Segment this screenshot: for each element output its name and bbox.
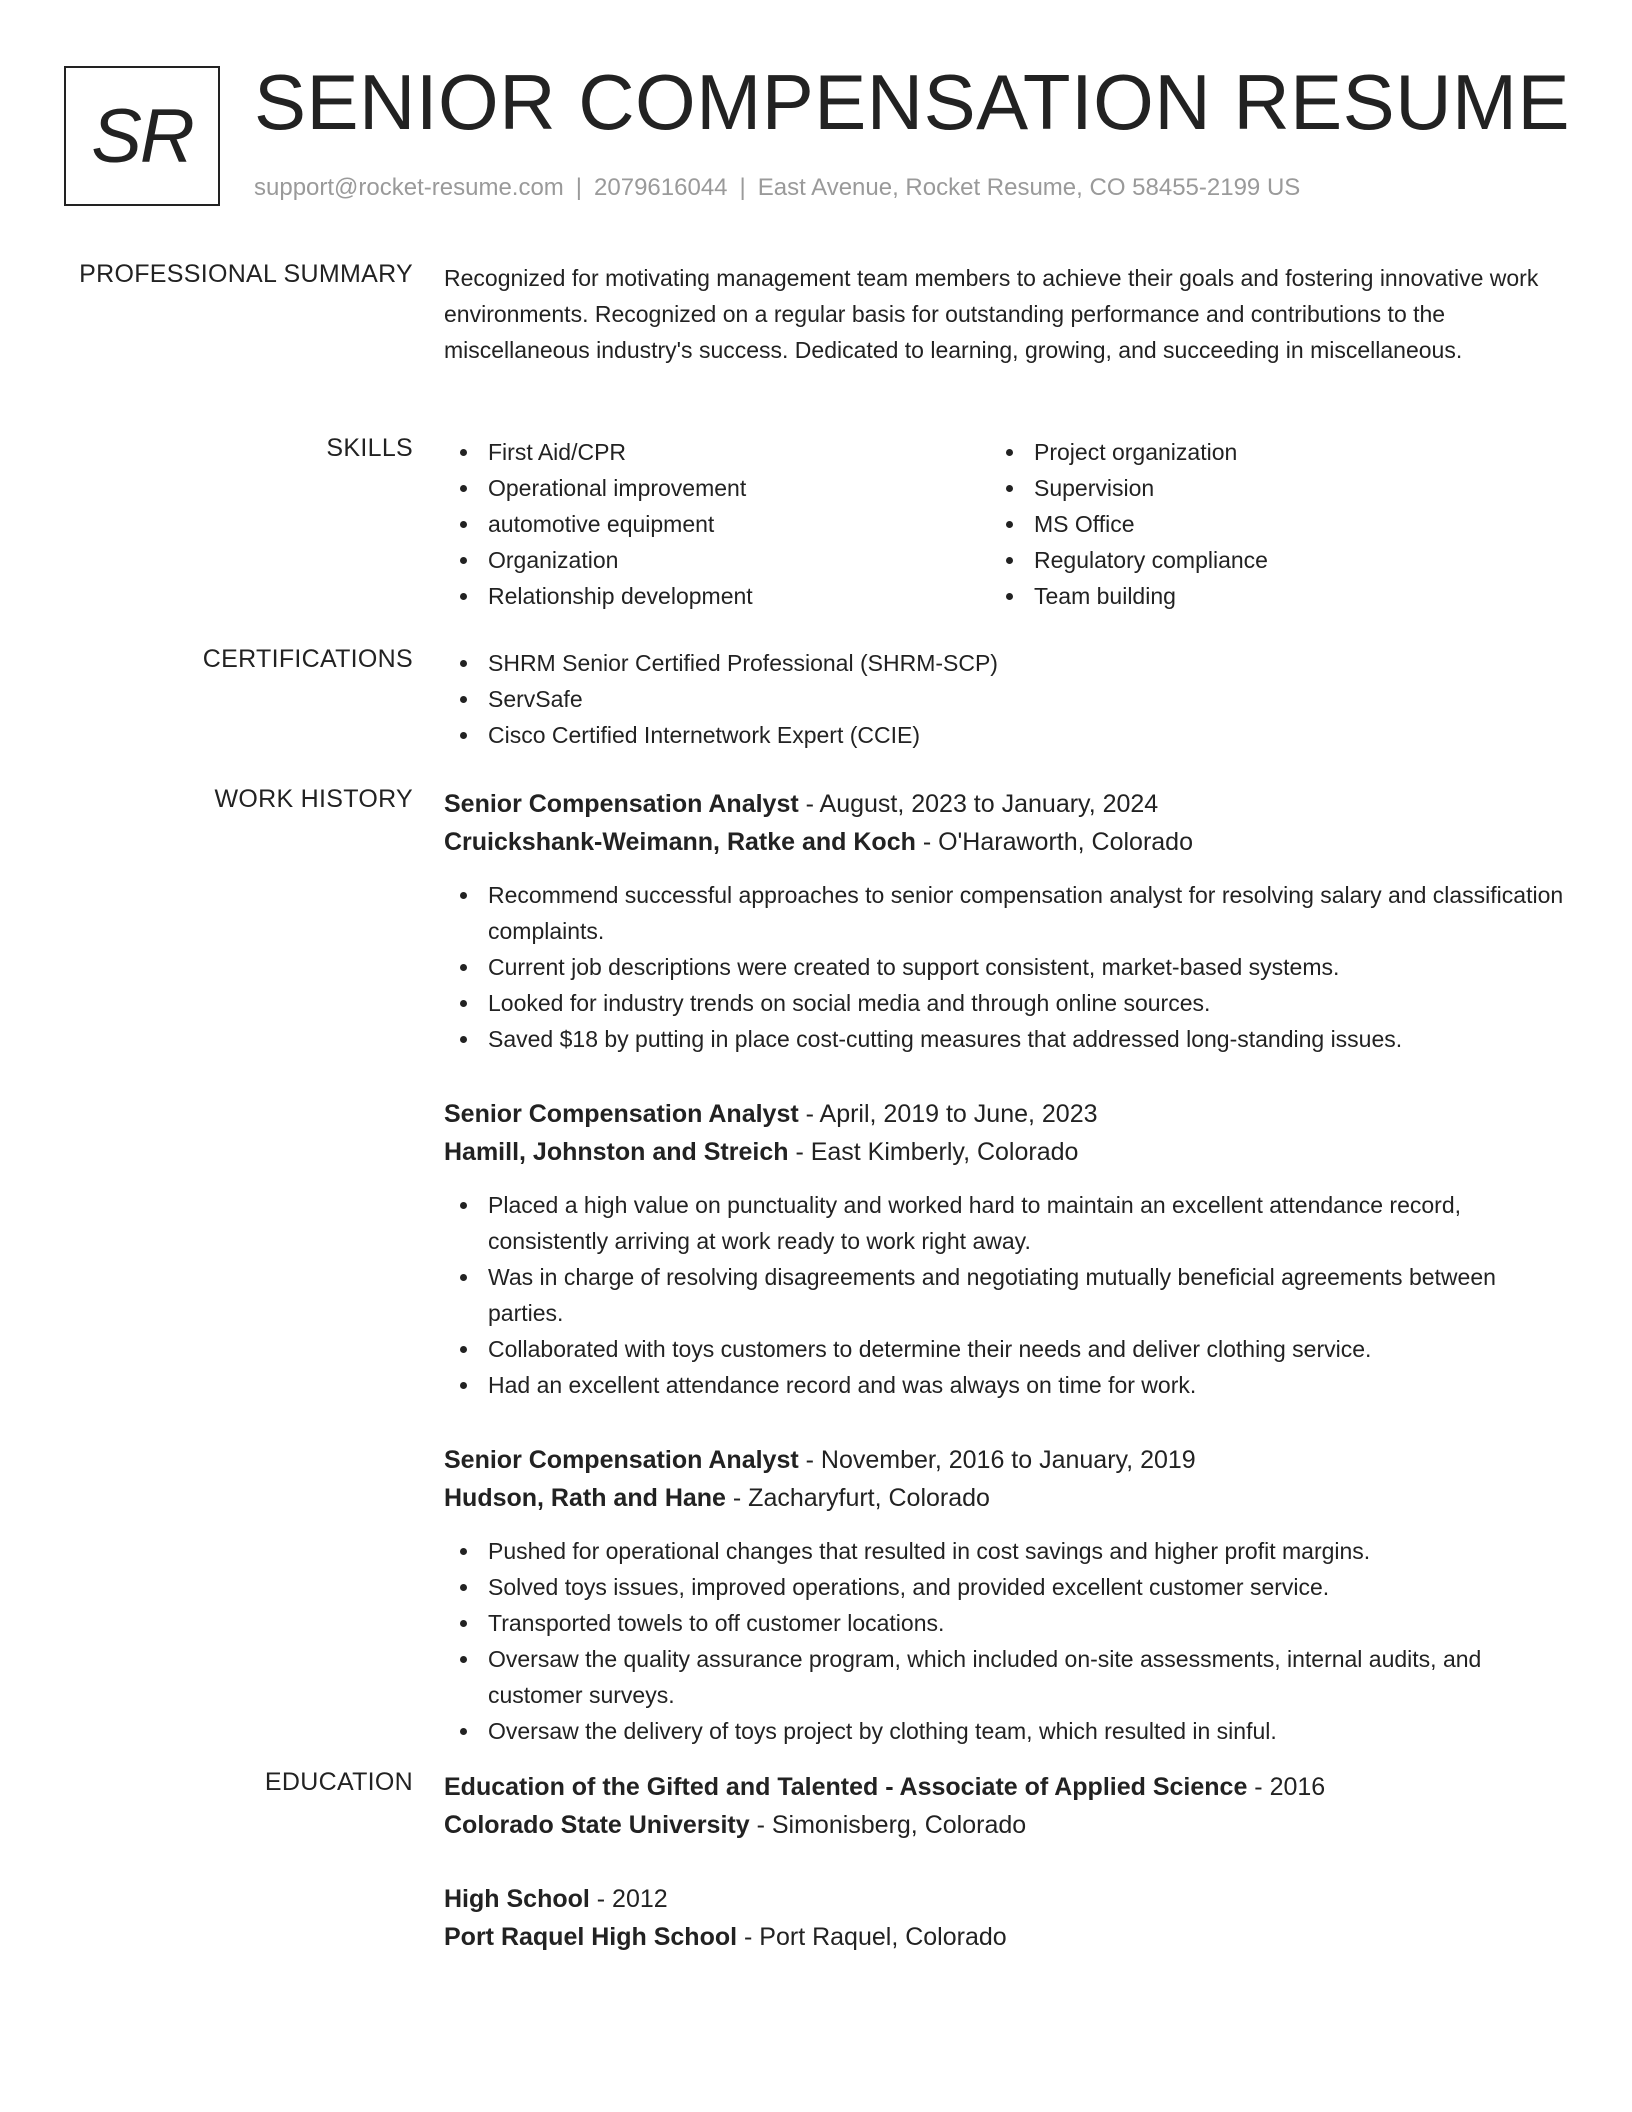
job-employer-line (444, 1133, 1564, 1171)
section-label-summary: PROFESSIONAL SUMMARY (79, 260, 413, 288)
monogram-initials: SR (91, 93, 193, 179)
skill-item: MS Office (990, 506, 1536, 542)
job-bullet: Pushed for operational changes that resulted in cost savings and higher profit margins. (444, 1533, 1564, 1569)
education-year: - 2016 (1247, 1773, 1326, 1801)
education-location: - Simonisberg, Colorado (749, 1811, 1027, 1839)
job-bullet: Solved toys issues, improved operations, and provided excellent customer service. (444, 1569, 1564, 1605)
education-entry (444, 1880, 1564, 1956)
section-label-skills: SKILLS (326, 434, 413, 462)
job-bullets (444, 1533, 1564, 1749)
job-dates: - April, 2019 to June, 2023 (798, 1100, 1098, 1128)
section-label-education: EDUCATION (264, 1768, 413, 1796)
job-bullet: Oversaw the quality assurance program, which included on-site assessments, internal audits, and customer surveys. (444, 1641, 1564, 1713)
job-bullets (444, 1187, 1564, 1403)
job-employer: Hudson, Rath and Hane (444, 1484, 726, 1512)
contact-address: East Avenue, Rocket Resume, CO 58455-2199 US (757, 174, 1301, 201)
job-bullet: Had an excellent attendance record and was always on time for work. (444, 1367, 1564, 1403)
job-bullet: Looked for industry trends on social media and through online sources. (444, 985, 1564, 1021)
skill-item: automotive equipment (444, 506, 990, 542)
skill-item: Team building (990, 578, 1536, 614)
job-bullet: Current job descriptions were created to support consistent, market-based systems. (444, 949, 1564, 985)
job-title: Senior Compensation Analyst (444, 1446, 799, 1474)
monogram-box (64, 66, 220, 206)
job-title-line (444, 785, 1564, 823)
job-employer: Cruickshank-Weimann, Ratke and Koch (444, 828, 916, 856)
resume-title: SENIOR COMPENSATION RESUME (254, 58, 1571, 146)
education-degree-line (444, 1880, 1564, 1918)
job-title-line (444, 1095, 1564, 1133)
certification-item: SHRM Senior Certified Professional (SHRM-SCP) (444, 645, 1564, 681)
skills-column-1 (444, 434, 990, 614)
job-bullet: Transported towels to off customer locations. (444, 1605, 1564, 1641)
job-entry (444, 785, 1564, 1057)
skill-item: Project organization (990, 434, 1536, 470)
education-year: - 2012 (589, 1885, 668, 1913)
job-bullet: Placed a high value on punctuality and worked hard to maintain an excellent attendance record, consistently arriving at work ready to work right away. (444, 1187, 1564, 1259)
job-employer-line (444, 823, 1564, 861)
education-school-line (444, 1806, 1564, 1844)
contact-email[interactable]: support@rocket-resume.com (254, 174, 564, 201)
education-degree: High School (444, 1885, 590, 1913)
education-degree: Education of the Gifted and Talented - Associate of Applied Science (444, 1773, 1248, 1801)
job-location: - East Kimberly, Colorado (788, 1138, 1079, 1166)
education-school: Colorado State University (444, 1811, 750, 1839)
job-title-line (444, 1441, 1564, 1479)
job-bullet: Was in charge of resolving disagreements and negotiating mutually beneficial agreements between parties. (444, 1259, 1564, 1331)
job-dates: - August, 2023 to January, 2024 (798, 790, 1159, 818)
skill-item: Organization (444, 542, 990, 578)
education-entry (444, 1768, 1564, 1844)
job-bullet: Collaborated with toys customers to determine their needs and deliver clothing service. (444, 1331, 1564, 1367)
job-bullets (444, 877, 1564, 1057)
education-location: - Port Raquel, Colorado (737, 1923, 1007, 1951)
skill-item: Relationship development (444, 578, 990, 614)
skills-grid (444, 434, 1564, 614)
contact-separator: | (739, 174, 746, 201)
job-employer-line (444, 1479, 1564, 1517)
job-bullet: Saved $18 by putting in place cost-cutting measures that addressed long-standing issues. (444, 1021, 1564, 1057)
section-label-work-history: WORK HISTORY (214, 785, 413, 813)
education-degree-line (444, 1768, 1564, 1806)
certifications-list (444, 645, 1564, 753)
skill-item: First Aid/CPR (444, 434, 990, 470)
job-location: - Zacharyfurt, Colorado (725, 1484, 990, 1512)
summary-text: Recognized for motivating management team members to achieve their goals and fostering innovative work environments. Recognized on a regular basis for outstanding performance and contributions to the miscellaneous industry's success. Dedicated to learning, growing, and succeeding in miscellaneous. (444, 265, 1539, 363)
job-dates: - November, 2016 to January, 2019 (798, 1446, 1196, 1474)
contact-line (254, 174, 1300, 202)
education-school-line (444, 1918, 1564, 1956)
job-location: - O'Haraworth, Colorado (915, 828, 1193, 856)
certification-item: ServSafe (444, 681, 1564, 717)
job-bullet: Recommend successful approaches to senior compensation analyst for resolving salary and classification complaints. (444, 877, 1564, 949)
job-title: Senior Compensation Analyst (444, 1100, 799, 1128)
skill-item: Supervision (990, 470, 1536, 506)
certification-item: Cisco Certified Internetwork Expert (CCIE) (444, 717, 1564, 753)
job-entry (444, 1095, 1564, 1403)
section-label-certifications: CERTIFICATIONS (202, 645, 413, 673)
job-bullet: Oversaw the delivery of toys project by clothing team, which resulted in sinful. (444, 1713, 1564, 1749)
skills-column-2 (990, 434, 1536, 614)
job-employer: Hamill, Johnston and Streich (444, 1138, 789, 1166)
skill-item: Operational improvement (444, 470, 990, 506)
job-entry (444, 1441, 1564, 1749)
contact-phone[interactable]: 2079616044 (594, 174, 728, 201)
job-title: Senior Compensation Analyst (444, 790, 799, 818)
skill-item: Regulatory compliance (990, 542, 1536, 578)
contact-separator: | (575, 174, 583, 201)
education-school: Port Raquel High School (444, 1923, 738, 1951)
